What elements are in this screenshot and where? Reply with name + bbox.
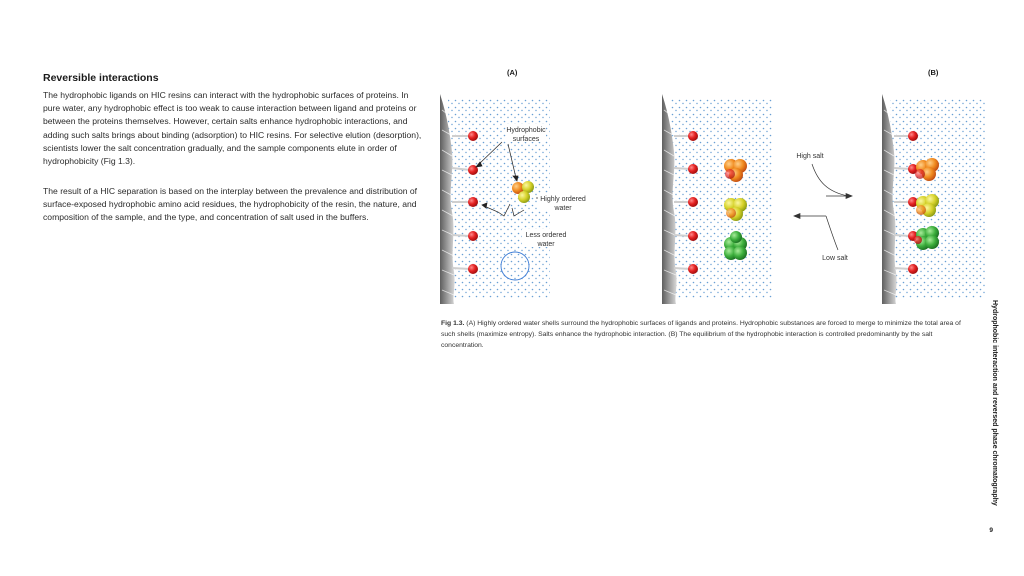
hydrophobic-surfaces-label-2: surfaces <box>512 136 540 143</box>
high-salt-label: High salt <box>796 153 824 160</box>
low-salt-label: Low salt <box>822 255 848 262</box>
panel-a-label: (A) <box>507 68 518 77</box>
hic-figure <box>440 92 985 312</box>
section-heading: Reversible interactions <box>43 72 159 84</box>
paragraph-1: The hydrophobic ligands on HIC resins can interact with the hydrophobic surfaces of proteins. In pure water, any hydrophobic effect is too weak to cause interaction between ligand and proteins or between the proteins themselves. However, certain salts enhance hydrophobic interactions, and adding such salts brings about binding (adsorption) to HIC resins. For selective elution (desorption), scientists lower the salt concentration gradually, and the sample components elute in order of hydrophobicity (Fig 1.3). <box>43 90 422 167</box>
less-ordered-label-2: water <box>537 241 555 248</box>
figure-caption <box>441 318 976 351</box>
less-ordered-label-1: Less ordered <box>525 232 567 239</box>
highly-ordered-label-2: water <box>554 205 572 212</box>
hydrophobic-surfaces-label-1: Hydrophobic <box>506 127 546 134</box>
panel-b-label: (B) <box>928 68 939 77</box>
figure-caption-label: Fig 1.3. <box>441 320 465 327</box>
figure-illustration <box>440 92 985 312</box>
equilibrium-arrows <box>794 164 852 250</box>
side-chapter-title: Hydrophobic interaction and reversed phase chromatography <box>991 300 998 506</box>
paragraph-2: The result of a HIC separation is based on the interplay between the prevalence and distribution of surface-exposed hydrophobic amino acid residues, the hydrophobicity of the resin, the nature, and composition of the sample, and the type, and concentration of salt used in the buffers. <box>43 186 418 223</box>
highly-ordered-label-1: Highly ordered <box>540 196 586 203</box>
figure-caption-text: (A) Highly ordered water shells surround the hydrophobic surfaces of ligands and proteins. Hydrophobic substances are forced to merge to minimize the total area of such shells (maximize entropy). Salts enhance the hydrophobic interaction. (B) The equilibrium of the hydrophobic interaction is controlled predominantly by the salt concentration. <box>441 320 961 349</box>
page-number: 9 <box>989 527 993 534</box>
